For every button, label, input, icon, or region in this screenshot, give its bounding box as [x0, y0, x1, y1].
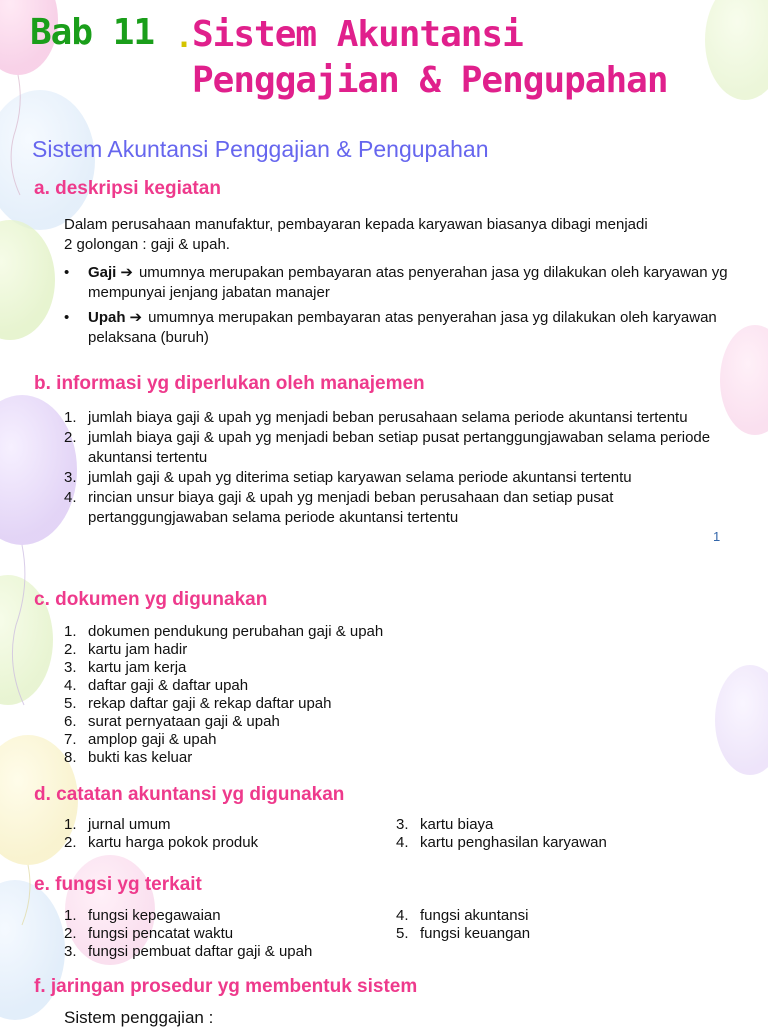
list-item-text: kartu harga pokok produk [88, 834, 259, 851]
arrow-right-icon: ➔ [129, 309, 143, 326]
list-item: 3. kartu biaya [396, 816, 494, 833]
section-c-heading: c. dokumen yg digunakan [34, 589, 268, 610]
list-item-text: kartu biaya [420, 816, 494, 833]
list-item-text: daftar gaji & daftar upah [88, 677, 249, 694]
section-e-list-left [64, 907, 384, 961]
list-item: 2. jumlah biaya gaji & upah yg menjadi beban setiap pusat pertanggungjawaban selama periode akuntansi tertentu [64, 429, 711, 466]
bullet-keyword: Gaji [88, 264, 117, 281]
list-item: 4. fungsi akuntansi [396, 907, 529, 924]
list-item-text: fungsi kepegawaian [88, 907, 221, 924]
section-a-intro-line1: Dalam perusahaan manufaktur, pembayaran kepada karyawan biasanya dibagi menjadi [64, 216, 648, 233]
list-item: 1. fungsi kepegawaian [64, 907, 221, 924]
chapter-title-line1: Sistem Akuntansi [192, 14, 523, 55]
bullet-gaji [64, 263, 744, 303]
list-item: 7. amplop gaji & upah [64, 731, 217, 748]
section-c-list [64, 623, 564, 767]
arrow-right-icon: ➔ [120, 264, 133, 281]
list-item-text: rincian unsur biaya gaji & upah yg menjadi beban perusahaan dan setiap pusat pertanggungjawaban selama periode akuntansi tertentu [88, 489, 614, 526]
section-e-heading: e. fungsi yg terkait [34, 874, 202, 895]
section-a-bullets [64, 263, 744, 353]
bullet-text: umumnya merupakan pembayaran atas penyerahan jasa yg dilakukan oleh karyawan pelaksana (buruh) [88, 309, 717, 346]
list-item-text: fungsi akuntansi [420, 907, 529, 924]
list-item-text: fungsi pembuat daftar gaji & upah [88, 943, 313, 960]
list-item: 2. kartu harga pokok produk [64, 834, 259, 851]
list-item: 8. bukti kas keluar [64, 749, 193, 766]
list-item: 3. fungsi pembuat daftar gaji & upah [64, 943, 313, 960]
list-item: 1. dokumen pendukung perubahan gaji & upah [64, 623, 384, 640]
list-item: 5. fungsi keuangan [396, 925, 531, 942]
list-item-text: kartu jam kerja [88, 659, 187, 676]
list-item: 2. fungsi pencatat waktu [64, 925, 234, 942]
list-item-text: jumlah biaya gaji & upah yg menjadi beban perusahaan selama periode akuntansi tertentu [88, 409, 688, 426]
list-item: 3. kartu jam kerja [64, 659, 187, 676]
list-item: 4. kartu penghasilan karyawan [396, 834, 607, 851]
chapter-title-line2: Penggajian & Pengupahan [192, 60, 668, 101]
page-number: 1 [713, 529, 721, 544]
section-f-heading: f. jaringan prosedur yg membentuk sistem [34, 976, 418, 997]
section-a-intro-line2: 2 golongan : gaji & upah. [64, 236, 230, 253]
list-item-text: amplop gaji & upah [88, 731, 217, 748]
list-item: 5. rekap daftar gaji & rekap daftar upah [64, 695, 332, 712]
list-item: 6. surat pernyataan gaji & upah [64, 713, 280, 730]
list-item: 2. kartu jam hadir [64, 641, 188, 658]
section-b-heading: b. informasi yg diperlukan oleh manajemen [34, 373, 425, 394]
section-a-heading: a. deskripsi kegiatan [34, 178, 221, 199]
list-item-text: jumlah gaji & upah yg diterima setiap karyawan selama periode akuntansi tertentu [88, 469, 632, 486]
section-d-list-left [64, 816, 384, 852]
section-d-heading: d. catatan akuntansi yg digunakan [34, 784, 345, 805]
list-item-text: bukti kas keluar [88, 749, 193, 766]
list-item-text: kartu jam hadir [88, 641, 188, 658]
page-subtitle: Sistem Akuntansi Penggajian & Pengupahan [32, 136, 489, 162]
list-item-text: kartu penghasilan karyawan [420, 834, 607, 851]
list-item: 1. jumlah biaya gaji & upah yg menjadi beban perusahaan selama periode akuntansi tertentu [64, 409, 688, 426]
section-f-first-line: Sistem penggajian : [64, 1008, 214, 1027]
section-a-intro [64, 215, 744, 255]
bullet-text: umumnya merupakan pembayaran atas penyerahan jasa yg dilakukan oleh karyawan yg mempunyai jenjang jabatan manajer [88, 264, 728, 301]
list-item-text: dokumen pendukung perubahan gaji & upah [88, 623, 384, 640]
section-e-list-right [396, 907, 736, 943]
list-item-text: fungsi keuangan [420, 925, 531, 942]
list-item-text: jurnal umum [88, 816, 171, 833]
list-item-text: surat pernyataan gaji & upah [88, 713, 280, 730]
list-item: 4. rincian unsur biaya gaji & upah yg menjadi beban perusahaan dan setiap pusat pertanggungjawaban selama periode akuntansi tertentu [64, 489, 614, 526]
bullet-upah [64, 308, 744, 348]
bullet-keyword: Upah [88, 309, 126, 326]
section-d-list-right [396, 816, 736, 852]
chapter-dot: . [175, 20, 194, 55]
list-item-text: fungsi pencatat waktu [88, 925, 234, 942]
list-item: 1. jurnal umum [64, 816, 171, 833]
section-b-list [64, 408, 739, 528]
list-item: 4. daftar gaji & daftar upah [64, 677, 249, 694]
list-item-text: jumlah biaya gaji & upah yg menjadi beban setiap pusat pertanggungjawaban selama periode akuntansi tertentu [88, 429, 711, 466]
chapter-title [192, 12, 668, 104]
bullet-dot-icon: • [64, 309, 70, 326]
bullet-dot-icon: • [64, 264, 70, 281]
list-item: 3. jumlah gaji & upah yg diterima setiap karyawan selama periode akuntansi tertentu [64, 469, 632, 486]
list-item-text: rekap daftar gaji & rekap daftar upah [88, 695, 332, 712]
chapter-label: Bab 11 [30, 12, 155, 53]
